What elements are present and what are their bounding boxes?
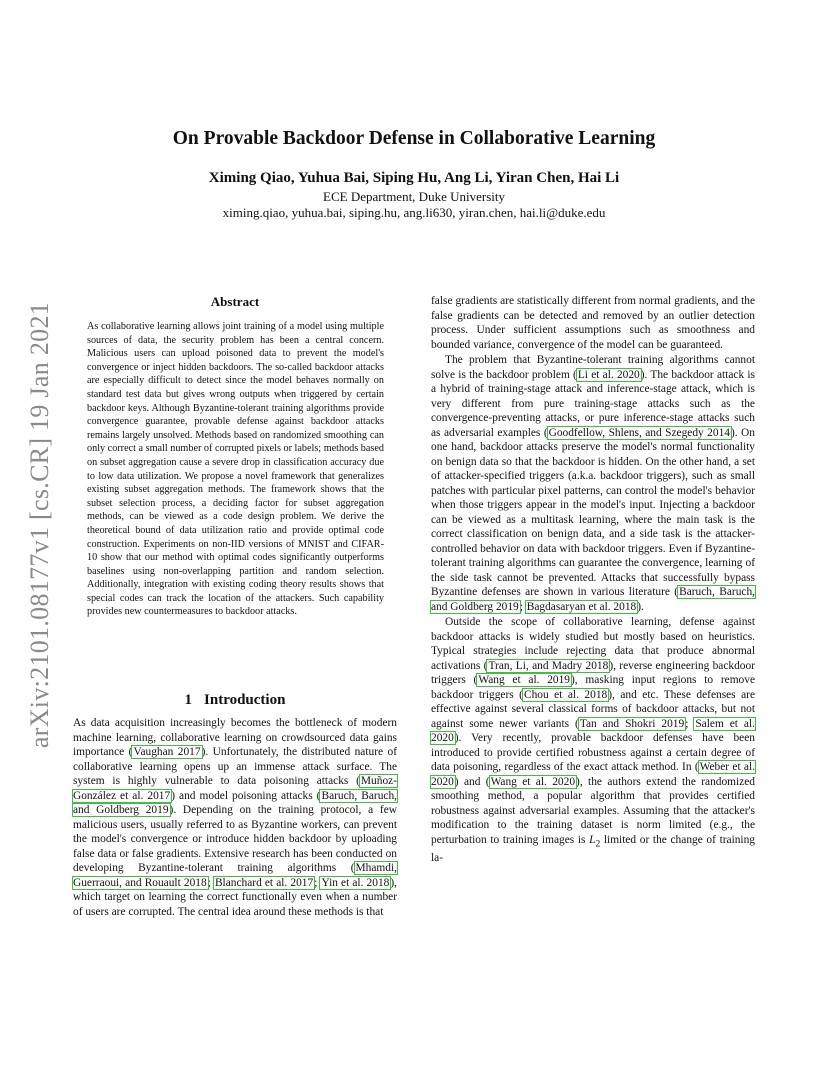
- text-run: limited or the change of training la-: [431, 833, 755, 865]
- citation-link[interactable]: Bagdasaryan et al. 2018: [526, 600, 637, 613]
- citation-link[interactable]: Goodfellow, Shlens, and Szegedy 2014: [548, 426, 730, 439]
- text-run: ). Unfortunately, the distributed nature of collaborative learning opens up an immense attack surface. The system is highly vulnerable to data poisoning attacks (: [73, 746, 397, 787]
- text-run: ). Depending on the training protocol, a few malicious users, usually referred to as Byzantine workers, can prevent the model's convergence or introduce hidden backdoor by uploading false data or false gradients. Extensive research has been conducted on developing Byzantine-tolerant training algorithms (: [73, 804, 397, 874]
- section-number: 1: [184, 692, 193, 708]
- text-run: ). The backdoor attack is a hybrid of training-stage attack and inference-stage attack, which is very different from pure training-stage attacks such as the convergence-preventing attacks, or pure inference-stage attacks such as adversarial examples (: [431, 368, 755, 439]
- citation-link[interactable]: Yin et al. 2018: [321, 876, 390, 889]
- citation-link[interactable]: Chou et al. 2018: [523, 688, 608, 701]
- paragraph-continuation: false gradients are statistically different from normal gradients, and the false gradients can be detected and removed by an outlier detection process. Under sufficient assumptions such as smoothness and bounded variance, convergence of the model can be guaranteed.: [431, 295, 755, 351]
- author-emails: ximing.qiao, yuhua.bai, siping.hu, ang.li630, yiran.chen, hai.li@duke.edu: [222, 205, 606, 220]
- abstract-heading: Abstract: [210, 294, 260, 309]
- abstract-body: As collaborative learning allows joint training of a model using multiple sources of data, the security problem has been a central concern. Malicious users can upload poisoned data to prevent the model's convergence or inject hidden backdoors. The so-called backdoor attacks are especially difficult to detect since the model behaves normally on standard test data but gives wrong outputs when triggered by certain backdoor keys. Although Byzantine-tolerant training algorithms provide convergence guarantee, provable defense against backdoor attacks remains largely unsolved. Methods based on randomized smoothing can only correct a small number of corrupted pixels or labels; methods based on subset aggregation cause a severe drop in classification accuracy due to low data utilization. We propose a novel framework that generalizes existing subset aggregation methods. The framework shows that the subset selection process, a deciding factor for subset aggregation methods, can be viewed as a code design problem. We derive the theoretical bound of data utilization ratio and provide optimal code construction. Experiments on non-IID versions of MNIST and CIFAR-10 show that our method with optimal codes significantly outperforms baselines using non-overlapping partition and random selection. Additionally, integration with existing coding theory results shows that special codes can track the location of the attackers. Such capability provides new countermeasures to backdoor attacks.: [87, 321, 384, 618]
- math-subscript: 2: [595, 838, 601, 849]
- text-run: ).: [637, 600, 644, 613]
- arxiv-side-identifier: [20, 295, 60, 755]
- citation-link[interactable]: Wang et al. 2019: [478, 674, 570, 686]
- citation-link[interactable]: Li et al. 2020: [577, 368, 640, 381]
- affiliation: ECE Department, Duke University: [323, 189, 505, 204]
- citation-link[interactable]: Salem et al. 2020: [431, 717, 755, 744]
- section-heading-introduction: [73, 692, 397, 709]
- author-list: Ximing Qiao, Yuhua Bai, Siping Hu, Ang Li, Yiran Chen, Hai Li: [208, 170, 620, 186]
- citation-link[interactable]: Muñoz-González et al. 2017: [73, 775, 397, 802]
- citation-link[interactable]: Tan and Shokri 2019: [579, 717, 685, 730]
- citation-link[interactable]: Tran, Li, and Madry 2018: [488, 659, 609, 672]
- paragraph-provable-defense: [431, 615, 755, 866]
- text-run: The problem that Byzantine-tolerant training algorithms cannot solve is the backdoor problem (: [431, 354, 755, 381]
- citation-link[interactable]: Baruch, Baruch, and Goldberg 2019: [431, 586, 755, 613]
- citation-link[interactable]: Blanchard et al. 2017: [214, 876, 314, 889]
- text-run: ), the authors extend the randomized smoothing method, a popular algorithm that provides certified robustness against adversarial examples. Assuming that the attacker's modification to the training dataset is norm limited (e.g., the perturbation to training images is: [431, 775, 756, 846]
- text-run: ;: [207, 876, 214, 889]
- paragraph-backdoor-problem: [431, 353, 755, 614]
- text-run: ). Very recently, provable backdoor defenses have been introduced to provide certified robustness against a certain degree of data poisoning, regardless of the exact attack method. In (: [431, 732, 755, 773]
- text-run: ;: [314, 876, 321, 889]
- citation-link[interactable]: Weber et al. 2020: [431, 761, 756, 788]
- text-run: ) and (: [454, 775, 490, 788]
- text-run: ;: [685, 717, 695, 730]
- intro-paragraph: [73, 716, 397, 919]
- arxiv-id-text: arXiv:2101.08177v1 [cs.CR] 19 Jan 2021: [25, 301, 54, 749]
- section-title: Introduction: [204, 692, 286, 708]
- text-run: As data acquisition increasingly becomes the bottleneck of modern machine learning, collaborative learning on crowdsourced data gains importance (: [73, 717, 397, 758]
- text-run: ). On one hand, backdoor attacks preserve the model's normal functionality on benign data so that the backdoor is hidden. On the other hand, a set of attacker-specified triggers (a.k.a. backdoor triggers), such as small patches with particular pixel patterns, can control the model's behavior when those triggers appear in the model's input. Injecting a backdoor can be viewed as a multitask learning, where the main task is the correct classification on benign data, and a side task is the attacker-controlled behavior on data with backdoor triggers. Even if Byzantine-tolerant training algorithms can guarantee the convergence, learning of the side task cannot be prevented. Attacks that successfully bypass Byzantine defenses are shown in various literature (: [431, 426, 755, 598]
- citation-link[interactable]: Vaughan 2017: [133, 746, 201, 758]
- citation-link[interactable]: Baruch, Baruch, and Goldberg 2019: [73, 789, 397, 816]
- text-run: ), which target on learning the correct functionally even when a number of users are corrupted. The central idea around these methods is that: [73, 876, 397, 918]
- math-symbol-L: L: [589, 833, 596, 846]
- citation-link[interactable]: Wang et al. 2020: [490, 775, 576, 788]
- text-run: ), reverse engineering backdoor triggers (: [431, 659, 755, 686]
- right-column: [431, 294, 755, 866]
- paper-title: On Provable Backdoor Defense in Collaborative Learning: [172, 128, 656, 149]
- text-run: Outside the scope of collaborative learning, defense against backdoor attacks is widely studied but mostly based on heuristics. Typical strategies include rejecting data that produce abnormal activations (: [431, 616, 755, 672]
- text-run: ) and model poisoning attacks (: [171, 789, 321, 802]
- text-run: ), and etc. These defenses are effective against several classical forms of backdoor attacks, but not against some newer variants (: [431, 688, 756, 730]
- citation-link[interactable]: Mhamdi, Guerraoui, and Rouault 2018: [73, 862, 397, 889]
- text-run: ), masking input regions to remove backdoor triggers (: [431, 674, 755, 701]
- text-run: ;: [519, 600, 526, 613]
